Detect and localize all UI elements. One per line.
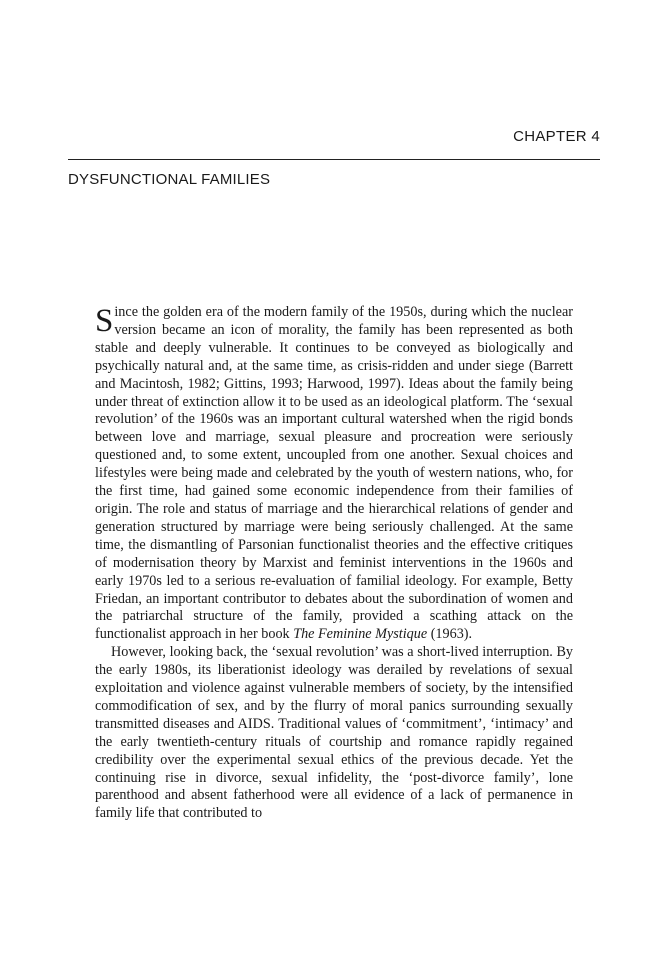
paragraph-2: However, looking back, the ‘sexual revolution’ was a short-lived interruption. By the early 1980s, its liberationist ideology was derailed by revelations of sexual exploitation and violence against vulnerable members of society, by the intensified commodification of sex, and by the flurry of moral panics surrounding sexually transmitted diseases and AIDS. Traditional values of ‘commitment’, ‘intimacy’ and the early twentieth-century rituals of courtship and romance rapidly regained credibility over the experimental sexual ethics of the previous decade. Yet the continuing rise in divorce, sexual infidelity, the ‘post-divorce family’, lone parenthood and absent fatherhood were all evidence of a lack of permanence in family life that contributed to <box>95 644 573 822</box>
body-text <box>95 304 573 823</box>
paragraph-1 <box>95 304 573 644</box>
drop-cap: S <box>95 303 114 339</box>
paragraph-1-text: ince the golden era of the modern family of the 1950s, during which the nuclear version became an icon of morality, the family has been represented as both stable and deeply vulnerable. It continues to be conveyed as biologically and psychically natural and, at the same time, as crisis-ridden and under siege (Barrett and Macintosh, 1982; Gittins, 1993; Harwood, 1997). Ideas about the family being under threat of extinction allow it to be used as an ideological platform. The ‘sexual revolution’ of the 1960s was an important cultural watershed when the rigid bonds between love and marriage, sexual pleasure and procreation were seriously questioned and, to some extent, uncoupled from one another. Sexual choices and lifestyles were being made and celebrated by the youth of western nations, who, for the first time, had gained some economic independence from their families of origin. The role and status of marriage and the hierarchical relations of gender and generation structured by marriage were being seriously challenged. At the same time, the dismantling of Parsonian functionalist theories and the effective critiques of modernisation theory by Marxist and feminist interventions in the 1960s and early 1970s led to a serious re-evaluation of familial ideology. For example, Betty Friedan, an important contributor to debates about the subordination of women and the patriarchal structure of the family, provided a scathing attack on the functionalist approach in her book <box>95 304 573 643</box>
header-rule <box>68 159 600 160</box>
paragraph-1-text-end: (1963). <box>427 626 473 643</box>
chapter-label: CHAPTER 4 <box>513 128 600 145</box>
book-title: The Feminine Mystique <box>293 626 428 643</box>
chapter-title: DYSFUNCTIONAL FAMILIES <box>68 171 271 188</box>
